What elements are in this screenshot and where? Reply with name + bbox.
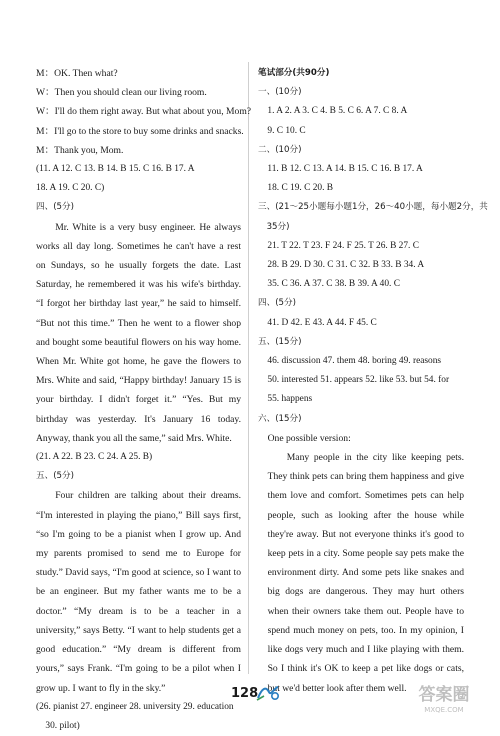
answer-key: 9. C 10. C — [267, 125, 306, 136]
answer-key: 46. discussion 47. them 48. boring 49. reasons — [267, 356, 442, 367]
watermark-text: 答案圈 — [418, 685, 470, 705]
section-heading: 四、(5分) — [36, 202, 74, 213]
section-heading: 35分) — [266, 221, 290, 232]
answer-key: 18. A 19. C 20. C) — [36, 183, 105, 194]
section-heading: 四、(5分) — [258, 298, 296, 309]
section-heading: 五、(5分) — [36, 471, 74, 482]
answer-key: 28. B 29. D 30. C 31. C 32. B 33. B 34. A — [267, 260, 425, 271]
section-heading: 六、(15分) — [258, 413, 302, 424]
section-heading: 二、(10分) — [258, 144, 302, 155]
section-title: 笔试部分(共90分) — [258, 68, 330, 78]
answer-key: 55. happens — [267, 394, 313, 405]
dialogue-line: M：OK. Then what? — [36, 68, 118, 79]
right-column — [258, 64, 488, 698]
watermark-subtext: MXQE.COM — [424, 706, 464, 714]
answer-key: (11. A 12. C 13. B 14. B 15. C 16. B 17. A — [36, 164, 195, 175]
answer-key: (26. pianist 27. engineer 28. university 29. education — [36, 701, 234, 712]
section-heading: 一、(10分) — [258, 87, 302, 98]
section-heading: 五、(15分) — [258, 336, 302, 347]
dialogue-line: M：Thank you, Mom. — [36, 144, 124, 156]
reading-passage: Mr. White is a very busy engineer. He always works all day long. Sometimes he can't have a rest on Sundays, so he usually forgets the date. Last Saturday, he remembered it was his wife's birthday. “I forgot her birthday last year,” he said to himself. “But not this time.” Then he went to a flower shop and bought some beautiful flowers on his way home. When Mr. White got home, he gave the flowers to Mrs. White and said, “Happy birthday! January 15 is your birthday. I didn't forget it.” “Yes. But my birthday was yesterday. It's January 16 today. Anyway, thank you all the same,” said Mrs. White. — [36, 221, 241, 444]
essay-intro: One possible version: — [267, 432, 351, 444]
section-heading: 三、(21～25小题每小题1分，26～40小题，每小题2分，共 — [258, 202, 488, 213]
answer-key: 18. C 19. C 20. B — [267, 183, 334, 194]
dialogue-line: M：I'll go to the store to buy some drinks and snacks. — [36, 125, 244, 137]
dialogue-line: W：Then you should clean our living room. — [36, 87, 207, 99]
answer-key: 11. B 12. C 13. A 14. B 15. C 16. B 17. A — [267, 164, 423, 175]
publisher-logo-icon — [256, 684, 282, 702]
answer-key: 21. T 22. T 23. F 24. F 25. T 26. B 27. C — [267, 240, 419, 251]
answer-key: 41. D 42. E 43. A 44. F 45. C — [267, 317, 377, 328]
dialogue-line: W：I'll do them right away. But what about you, Mom? — [36, 106, 252, 118]
watermark-logo — [408, 680, 480, 716]
page-number: 128 — [231, 686, 259, 701]
answer-key: (21. A 22. B 23. C 24. A 25. B) — [36, 452, 153, 463]
answer-key: 1. A 2. A 3. C 4. B 5. C 6. A 7. C 8. A — [267, 106, 408, 117]
column-divider — [248, 62, 249, 674]
answer-key: 30. pilot) — [45, 720, 80, 731]
model-essay: Many people in the city like keeping pets. They think pets can bring them happiness and give them love and comfort. Sometimes pets can help people, such as looking after the house while they're away. But not everyone thinks it's good to keep pets in a city. Some people say pets make the environment dirty. And some pets like snakes and big dogs are dangerous. They may hurt others when their owners take them out. People have to spend much money on pets, too. In my opinion, I like dogs very much and I like playing with them. So I think it's OK to keep a pet like dogs or cats, but we'd better look after them well. — [267, 452, 464, 694]
answer-key: 50. interested 51. appears 52. like 53. but 54. for — [267, 375, 450, 386]
answer-key: 35. C 36. A 37. C 38. B 39. A 40. C — [267, 279, 400, 290]
reading-passage: Four children are talking about their dreams. “I'm interested in playing the piano,” Bill says first, “so I'm going to be a pianist when I grow up. And my parents promised to send me to Europe for study.” David says, “I'm good at science, so I want to be an engineer. But my father wants me to be a doctor.” “My dream is to be a teacher in a university,” says Betty. “I want to help students get a good education.” “My dream is different from yours,” says Frank. “I'm going to be a pilot when I grow up. I want to fly in the sky.” — [36, 490, 241, 694]
